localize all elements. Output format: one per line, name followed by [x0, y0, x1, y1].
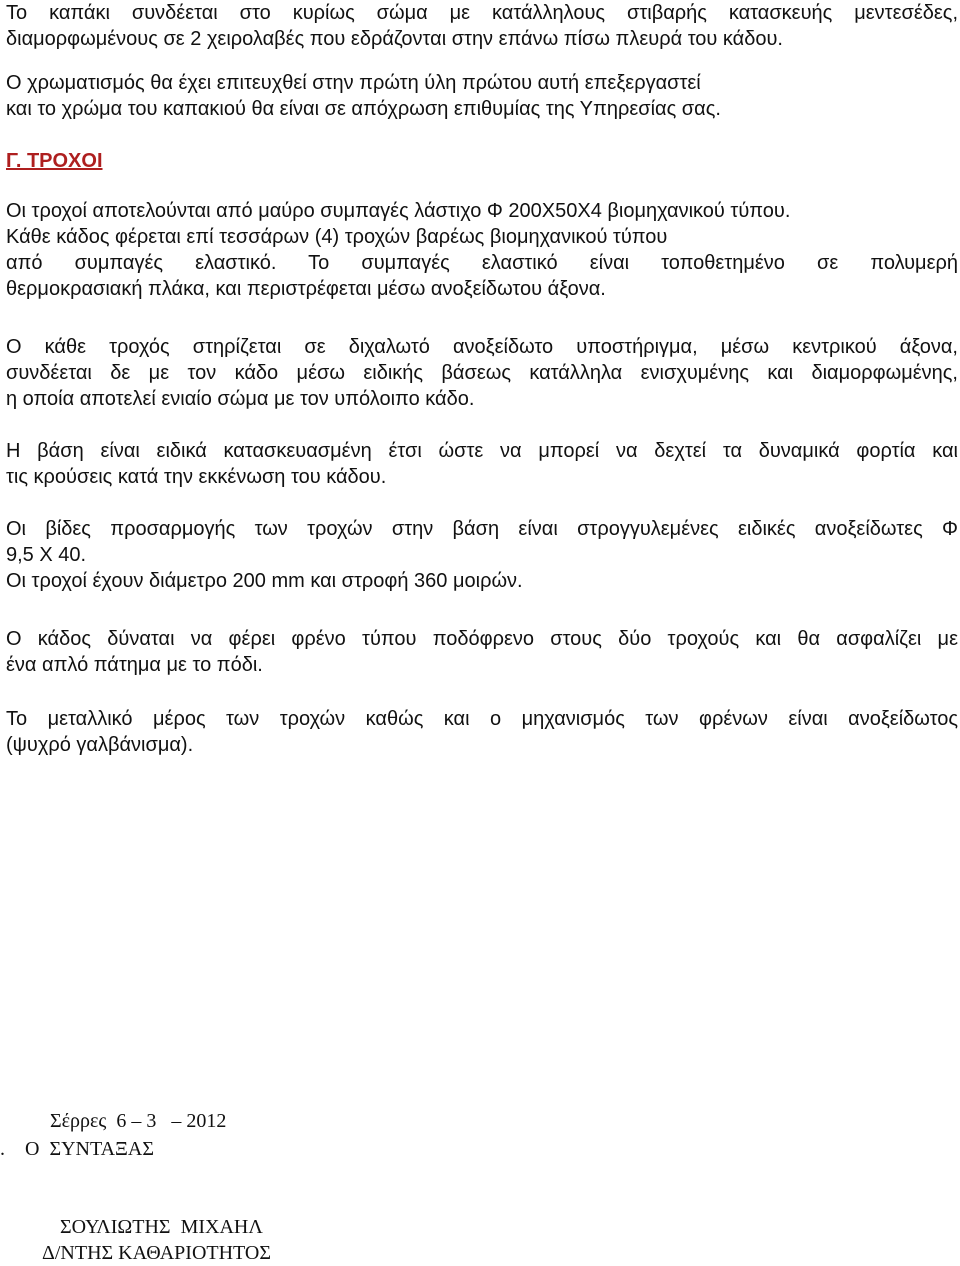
text-line: 9,5 Χ 40. — [6, 544, 87, 566]
text-line: Το καπάκι συνδέεται στο κυρίως σώμα με κατάλληλους στιβαρής κατασκευής μεντεσέδες, — [6, 2, 958, 24]
text-line: Οι τροχοί αποτελούνται από μαύρο συμπαγές λάστιχο Φ 200Χ50Χ4 βιομηχανικού τύπου. — [6, 200, 791, 222]
text-line: Κάθε κάδος φέρεται επί τεσσάρων (4) τροχών βαρέως βιομηχανικού τύπου — [6, 226, 668, 248]
signature-composer: . Ο ΣΥΝΤΑΞΑΣ — [0, 1138, 154, 1160]
paragraph-color — [6, 70, 958, 122]
text-line: Ο κάθε τροχός στηρίζεται σε διχαλωτό ανοξείδωτο υποστήριγμα, μέσω κεντρικού άξονα, — [6, 336, 958, 358]
text-line: Η βάση είναι ειδικά κατασκευασμένη έτσι ώστε να μπορεί να δεχτεί τα δυναμικά φορτία και — [6, 440, 958, 462]
section-heading-wheels: Γ. ΤΡΟΧΟΙ — [6, 150, 103, 172]
text-line: από συμπαγές ελαστικό. Το συμπαγές ελαστικό είναι τοποθετημένο σε πολυμερή — [6, 252, 958, 274]
text-line: τις κρούσεις κατά την εκκένωση του κάδου. — [6, 466, 387, 488]
paragraph-lid — [6, 0, 958, 52]
text-line: Το μεταλλικό μέρος των τροχών καθώς και ο μηχανισμός των φρένων είναι ανοξείδωτος — [6, 708, 958, 730]
text-line: Ο χρωματισμός θα έχει επιτευχθεί στην πρώτη ύλη πρώτου αυτή επεξεργαστεί — [6, 72, 701, 94]
signature-name: ΣΟΥΛΙΩΤΗΣ ΜΙΧΑΗΛ — [60, 1216, 263, 1238]
paragraph-base — [6, 438, 958, 490]
signature-title: Δ/ΝΤΗΣ ΚΑΘΑΡΙΟΤΗΤΟΣ — [42, 1242, 271, 1264]
text-line: Οι βίδες προσαρμογής των τροχών στην βάση είναι στρογγυλεμένες ειδικές ανοξείδωτες Φ — [6, 518, 958, 540]
text-line: η οποία αποτελεί ενιαίο σώμα με τον υπόλοιπο κάδο. — [6, 388, 475, 410]
paragraph-wheels — [6, 198, 958, 302]
paragraph-metal — [6, 706, 958, 758]
signature-date: Σέρρες 6 – 3 – 2012 — [50, 1110, 227, 1132]
paragraph-support — [6, 334, 958, 412]
text-line: διαμορφωμένους σε 2 χειρολαβές που εδράζονται στην επάνω πίσω πλευρά του κάδου. — [6, 28, 783, 50]
text-line: και το χρώμα του καπακιού θα είναι σε απόχρωση επιθυμίας της Υπηρεσίας σας. — [6, 98, 721, 120]
text-line: ένα απλό πάτημα με το πόδι. — [6, 654, 263, 676]
text-line: (ψυχρό γαλβάνισμα). — [6, 734, 194, 756]
text-line: Οι τροχοί έχουν διάμετρο 200 mm και στροφή 360 μοιρών. — [6, 570, 523, 592]
text-line: συνδέεται δε με τον κάδο μέσω ειδικής βάσεως κατάλληλα ενισχυμένης και διαμορφωμένης, — [6, 362, 958, 384]
paragraph-bolts — [6, 516, 958, 594]
text-line: θερμοκρασιακή πλάκα, και περιστρέφεται μέσω ανοξείδωτου άξονα. — [6, 278, 606, 300]
paragraph-brake — [6, 626, 958, 678]
text-line: Ο κάδος δύναται να φέρει φρένο τύπου ποδόφρενο στους δύο τροχούς και θα ασφαλίζει με — [6, 628, 958, 650]
